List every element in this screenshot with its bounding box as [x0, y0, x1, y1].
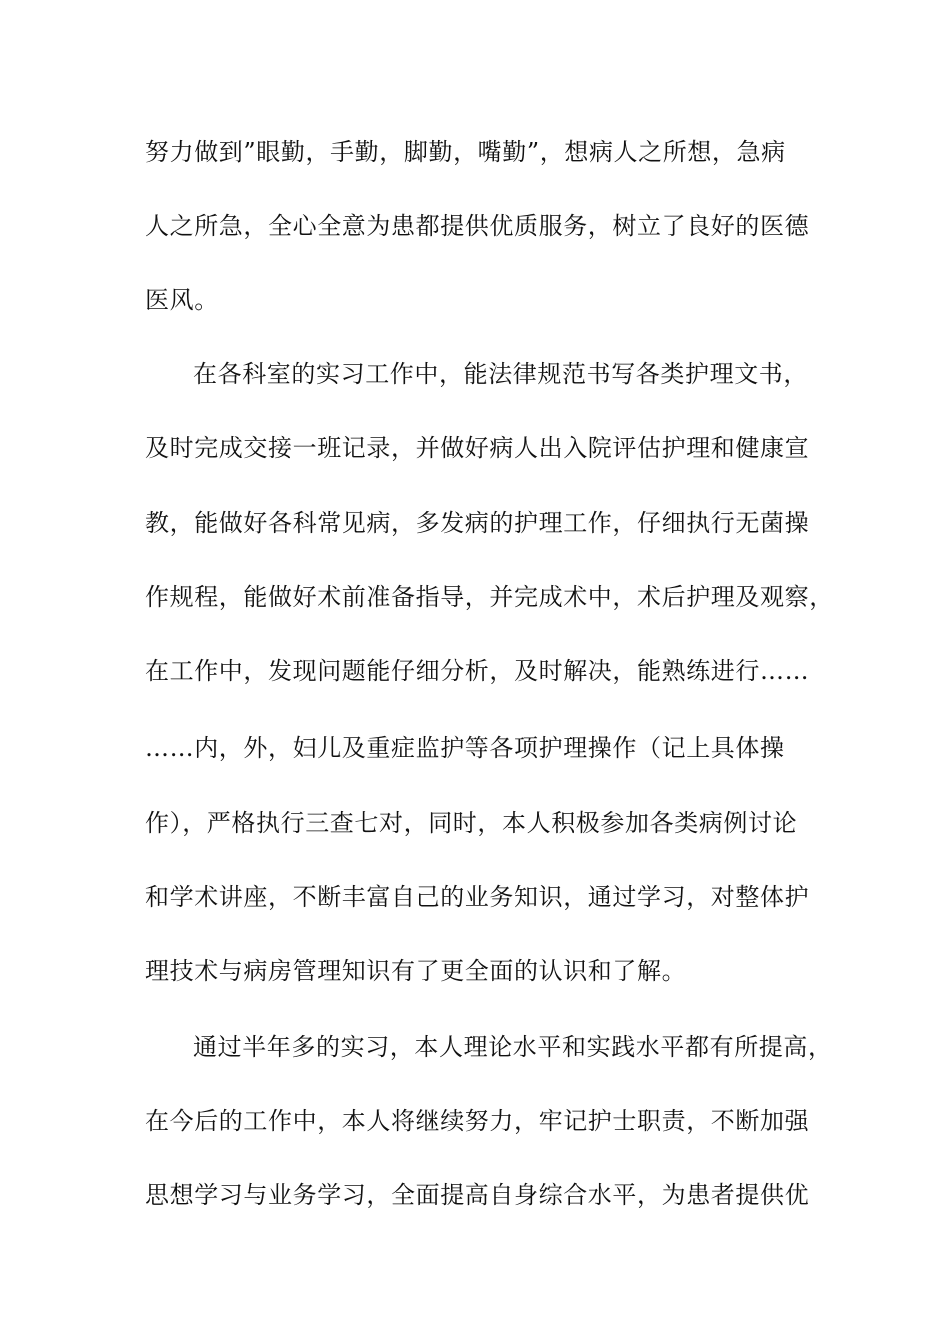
text-line-12: 理技术与病房管理知识有了更全面的认识和了解。 [145, 957, 687, 985]
text-line-7: 作规程，能做好术前准备指导，并完成术中，术后护理及观察， [145, 583, 834, 611]
text-line-1: 努力做到”眼勤，手勤，脚勤，嘴勤”，想病人之所想，急病 [145, 138, 786, 166]
text-line-8: 在工作中，发现问题能仔细分析，及时解决，能熟练进行…… [145, 657, 810, 685]
text-line-5: 及时完成交接一班记录，并做好病人出入院评估护理和健康宣 [145, 434, 810, 462]
text-line-6: 教，能做好各科常见病，多发病的护理工作，仔细执行无菌操 [145, 509, 810, 537]
paragraph-start-line-4: 在各科室的实习工作中，能法律规范书写各类护理文书， [193, 360, 808, 388]
text-line-3: 医风。 [145, 286, 219, 314]
paragraph-start-line-13: 通过半年多的实习，本人理论水平和实践水平都有所提高， [193, 1033, 833, 1061]
text-line-10: 作），严格执行三查七对，同时，本人积极参加各类病例讨论 [145, 809, 798, 837]
text-line-14: 在今后的工作中，本人将继续努力，牢记护士职责，不断加强 [145, 1107, 810, 1135]
text-line-2: 人之所急，全心全意为患都提供优质服务，树立了良好的医德 [145, 212, 810, 240]
text-line-15: 思想学习与业务学习，全面提高自身综合水平，为患者提供优 [145, 1181, 810, 1209]
text-line-9: ……内，外，妇儿及重症监护等各项护理操作（记上具体操 [145, 734, 785, 762]
text-line-11: 和学术讲座，不断丰富自己的业务知识，通过学习，对整体护 [145, 883, 810, 911]
